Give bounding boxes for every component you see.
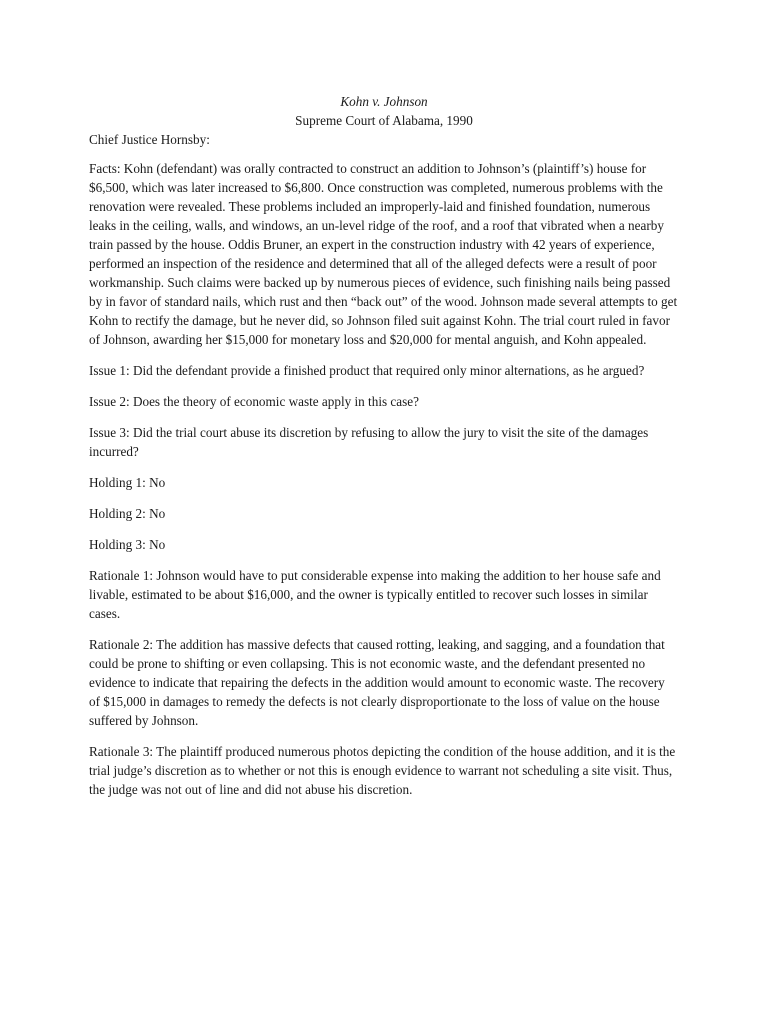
justice-heading: Chief Justice Hornsby: bbox=[89, 132, 210, 147]
facts-paragraph: Facts: Kohn (defendant) was orally contracted to construct an addition to Johnson’s (plaintiff’s) house for $6,500, which was later increased to $6,800. Once construction was completed, numerous problems with the renovation were revealed. These problems included an improperly-laid and finished foundation, numerous leaks in the ceiling, walls, and windows, an un-level ridge of the roof, and a roof that vibrated when a nearby train passed by the house. Oddis Bruner, an expert in the construction industry with 42 years of experience, performed an inspection of the residence and determined that all of the alleged defects were a result of poor workmanship. Such claims were backed up by numerous pieces of evidence, such finishing nails being passed by in favor of standard nails, which rust and then “back out” of the wood. Johnson made several attempts to get Kohn to rectify the damage, but he never did, so Johnson filed suit against Kohn. The trial court ruled in favor of Johnson, awarding her $15,000 for monetary loss and $20,000 for mental anguish, and Kohn appealed. bbox=[89, 161, 678, 347]
holding-3-paragraph: Holding 3: No bbox=[89, 537, 166, 552]
issue-1-paragraph: Issue 1: Did the defendant provide a finished product that required only minor alternations, as he argued? bbox=[89, 363, 645, 378]
issue-2-paragraph: Issue 2: Does the theory of economic waste apply in this case? bbox=[89, 394, 419, 409]
holding-2-paragraph: Holding 2: No bbox=[89, 506, 166, 521]
rationale-3-paragraph: Rationale 3: The plaintiff produced numerous photos depicting the condition of the house addition, and it is the trial judge’s discretion as to whether or not this is enough evidence to warrant not scheduling a site visit. Thus, the judge was not out of line and did not abuse his discretion. bbox=[89, 744, 676, 797]
holding-1-paragraph: Holding 1: No bbox=[89, 475, 166, 490]
issue-3-paragraph: Issue 3: Did the trial court abuse its discretion by refusing to allow the jury to visit the site of the damages incurred? bbox=[89, 425, 649, 459]
rationale-1-paragraph: Rationale 1: Johnson would have to put considerable expense into making the addition to her house safe and livable, estimated to be about $16,000, and the owner is typically entitled to recover such losses in similar cases. bbox=[89, 568, 661, 621]
court-name: Supreme Court of Alabama, 1990 bbox=[295, 113, 473, 128]
rationale-2-paragraph: Rationale 2: The addition has massive defects that caused rotting, leaking, and sagging, and a foundation that could be prone to shifting or even collapsing. This is not economic waste, and the defendant presented no evidence to indicate that repairing the defects in the addition would amount to economic waste. The recovery of $15,000 in damages to remedy the defects is not clearly disproportionate to the loss of value on the house suffered by Johnson. bbox=[89, 637, 665, 728]
document-page bbox=[89, 92, 679, 811]
case-title: Kohn v. Johnson bbox=[340, 94, 428, 109]
